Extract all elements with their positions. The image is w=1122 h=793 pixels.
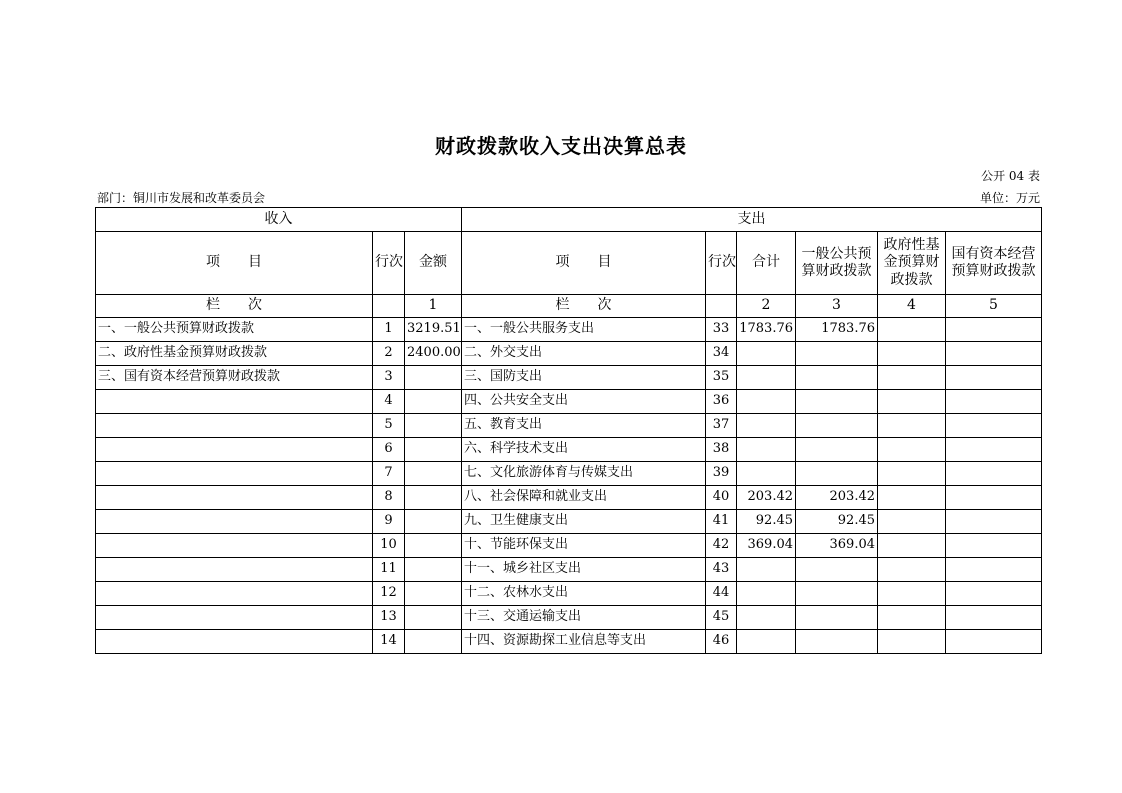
column-index-amount: 1 (405, 295, 462, 318)
income-item-cell (96, 438, 373, 462)
expense-row-no-cell: 33 (706, 318, 737, 342)
table-row (96, 318, 1042, 342)
expense-row-no-cell: 46 (706, 630, 737, 654)
income-amount-cell (405, 606, 462, 630)
income-header: 收入 (96, 208, 462, 232)
income-row-no-cell: 9 (373, 510, 405, 534)
income-row-no-cell: 13 (373, 606, 405, 630)
income-amount-cell (405, 438, 462, 462)
income-row-no-cell: 11 (373, 558, 405, 582)
income-row-no-cell: 12 (373, 582, 405, 606)
gov-fund-cell (878, 414, 946, 438)
state-capital-cell (946, 414, 1042, 438)
expense-item-cell: 二、外交支出 (462, 342, 706, 366)
income-row-no-cell: 3 (373, 366, 405, 390)
income-item-cell (96, 462, 373, 486)
expense-total-cell (737, 630, 796, 654)
column-index-label-left: 栏 次 (96, 295, 373, 318)
income-row-no-cell: 14 (373, 630, 405, 654)
state-capital-cell (946, 510, 1042, 534)
income-item-cell (96, 414, 373, 438)
expense-item-cell: 十二、农林水支出 (462, 582, 706, 606)
expense-total-cell (737, 606, 796, 630)
expense-total-cell (737, 342, 796, 366)
expense-row-no-cell: 45 (706, 606, 737, 630)
gov-fund-cell (878, 534, 946, 558)
expense-total-cell (737, 558, 796, 582)
expense-total-cell: 1783.76 (737, 318, 796, 342)
income-amount-cell (405, 390, 462, 414)
column-index-blank-right (706, 295, 737, 318)
table-row (96, 414, 1042, 438)
department-label: 部门：铜川市发展和改革委员会 (97, 191, 266, 205)
state-capital-cell (946, 534, 1042, 558)
gov-fund-cell (878, 510, 946, 534)
general-budget-cell: 1783.76 (796, 318, 878, 342)
expense-item-cell: 三、国防支出 (462, 366, 706, 390)
column-index-general: 3 (796, 295, 878, 318)
expense-item-cell: 九、卫生健康支出 (462, 510, 706, 534)
expense-row-no-cell: 35 (706, 366, 737, 390)
table-row (96, 462, 1042, 486)
state-capital-cell (946, 438, 1042, 462)
state-capital-cell (946, 558, 1042, 582)
table-row (96, 366, 1042, 390)
income-item-cell (96, 558, 373, 582)
state-capital-cell (946, 582, 1042, 606)
table-row (96, 342, 1042, 366)
table-row (96, 438, 1042, 462)
state-capital-cell (946, 486, 1042, 510)
expense-total-cell: 369.04 (737, 534, 796, 558)
income-item-cell: 一、一般公共预算财政拨款 (96, 318, 373, 342)
general-budget-cell (796, 342, 878, 366)
expense-row-no-cell: 39 (706, 462, 737, 486)
income-item-cell: 二、政府性基金预算财政拨款 (96, 342, 373, 366)
income-amount-cell: 3219.51 (405, 318, 462, 342)
general-budget-cell (796, 390, 878, 414)
table-body (96, 318, 1042, 654)
general-budget-cell (796, 558, 878, 582)
state-capital-cell (946, 606, 1042, 630)
table-row (96, 558, 1042, 582)
table-row (96, 630, 1042, 654)
income-amount-cell (405, 558, 462, 582)
gov-fund-cell (878, 486, 946, 510)
general-budget-cell (796, 630, 878, 654)
expense-item-cell: 十、节能环保支出 (462, 534, 706, 558)
expense-item-cell: 十四、资源勘探工业信息等支出 (462, 630, 706, 654)
expense-row-no-cell: 37 (706, 414, 737, 438)
column-index-capital: 5 (946, 295, 1042, 318)
state-capital-cell (946, 342, 1042, 366)
general-budget-cell (796, 462, 878, 486)
expense-row-no-cell: 42 (706, 534, 737, 558)
general-budget-cell (796, 438, 878, 462)
gov-fund-cell (878, 462, 946, 486)
expense-row-no-cell: 41 (706, 510, 737, 534)
income-row-no-cell: 8 (373, 486, 405, 510)
gov-fund-cell (878, 606, 946, 630)
income-row-no-cell: 7 (373, 462, 405, 486)
unit-label: 单位：万元 (979, 191, 1040, 205)
page-title: 财政拨款收入支出决算总表 (435, 134, 687, 158)
gov-fund-cell (878, 630, 946, 654)
gov-fund-cell (878, 390, 946, 414)
state-capital-cell (946, 366, 1042, 390)
income-row-no-cell: 10 (373, 534, 405, 558)
expense-total-cell: 203.42 (737, 486, 796, 510)
income-amount-cell (405, 366, 462, 390)
income-row-no-cell: 1 (373, 318, 405, 342)
income-amount-header: 金额 (405, 232, 462, 295)
expense-total-cell (737, 390, 796, 414)
income-item-cell (96, 630, 373, 654)
table-row (96, 534, 1042, 558)
income-item-cell (96, 390, 373, 414)
expense-total-cell (737, 462, 796, 486)
expense-item-cell: 十三、交通运输支出 (462, 606, 706, 630)
expense-item-cell: 四、公共安全支出 (462, 390, 706, 414)
table-row (96, 510, 1042, 534)
income-amount-cell (405, 462, 462, 486)
gov-fund-cell (878, 318, 946, 342)
expense-row-no-cell: 43 (706, 558, 737, 582)
state-capital-header: 国有资本经营预算财政拨款 (946, 232, 1042, 295)
state-capital-cell (946, 390, 1042, 414)
expense-item-cell: 七、文化旅游体育与传媒支出 (462, 462, 706, 486)
expense-item-header: 项 目 (462, 232, 706, 295)
expense-row-no-cell: 44 (706, 582, 737, 606)
income-row-no-cell: 5 (373, 414, 405, 438)
form-number: 公开 04 表 (981, 169, 1040, 183)
gov-fund-cell (878, 558, 946, 582)
state-capital-cell (946, 630, 1042, 654)
income-row-no-header: 行次 (373, 232, 405, 295)
budget-table (95, 207, 1042, 654)
income-item-cell (96, 606, 373, 630)
expense-item-cell: 一、一般公共服务支出 (462, 318, 706, 342)
expense-item-cell: 八、社会保障和就业支出 (462, 486, 706, 510)
table-row (96, 606, 1042, 630)
gov-fund-cell (878, 342, 946, 366)
table-row (96, 582, 1042, 606)
column-index-total: 2 (737, 295, 796, 318)
state-capital-cell (946, 462, 1042, 486)
gov-fund-cell (878, 438, 946, 462)
table-row (96, 486, 1042, 510)
expense-total-cell (737, 582, 796, 606)
expense-header: 支出 (462, 208, 1042, 232)
general-budget-cell (796, 414, 878, 438)
expense-item-cell: 五、教育支出 (462, 414, 706, 438)
income-row-no-cell: 6 (373, 438, 405, 462)
income-item-cell (96, 582, 373, 606)
income-amount-cell: 2400.00 (405, 342, 462, 366)
expense-row-no-header: 行次 (706, 232, 737, 295)
general-budget-cell: 92.45 (796, 510, 878, 534)
expense-row-no-cell: 36 (706, 390, 737, 414)
expense-total-cell (737, 438, 796, 462)
general-budget-cell (796, 582, 878, 606)
income-item-cell (96, 510, 373, 534)
income-amount-cell (405, 510, 462, 534)
general-budget-header: 一般公共预算财政拨款 (796, 232, 878, 295)
column-index-fund: 4 (878, 295, 946, 318)
expense-total-header: 合计 (737, 232, 796, 295)
gov-fund-cell (878, 366, 946, 390)
column-index-label-right: 栏 次 (462, 295, 706, 318)
income-amount-cell (405, 630, 462, 654)
expense-item-cell: 十一、城乡社区支出 (462, 558, 706, 582)
expense-row-no-cell: 34 (706, 342, 737, 366)
income-row-no-cell: 2 (373, 342, 405, 366)
income-item-header: 项 目 (96, 232, 373, 295)
income-amount-cell (405, 486, 462, 510)
expense-total-cell: 92.45 (737, 510, 796, 534)
general-budget-cell: 203.42 (796, 486, 878, 510)
expense-total-cell (737, 414, 796, 438)
column-index-blank-left (373, 295, 405, 318)
income-amount-cell (405, 534, 462, 558)
gov-fund-cell (878, 582, 946, 606)
income-amount-cell (405, 414, 462, 438)
general-budget-cell (796, 606, 878, 630)
expense-total-cell (737, 366, 796, 390)
income-item-cell: 三、国有资本经营预算财政拨款 (96, 366, 373, 390)
general-budget-cell: 369.04 (796, 534, 878, 558)
income-item-cell (96, 486, 373, 510)
gov-fund-header: 政府性基金预算财政拨款 (878, 232, 946, 295)
general-budget-cell (796, 366, 878, 390)
table-row (96, 390, 1042, 414)
income-amount-cell (405, 582, 462, 606)
income-row-no-cell: 4 (373, 390, 405, 414)
income-item-cell (96, 534, 373, 558)
expense-row-no-cell: 40 (706, 486, 737, 510)
expense-row-no-cell: 38 (706, 438, 737, 462)
expense-item-cell: 六、科学技术支出 (462, 438, 706, 462)
state-capital-cell (946, 318, 1042, 342)
